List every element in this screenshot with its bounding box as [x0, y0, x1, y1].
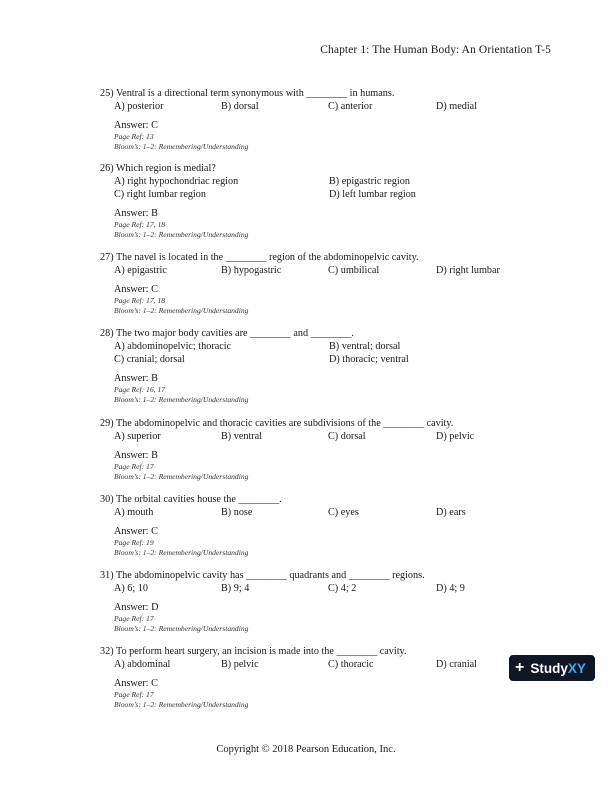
choice-d: D) ears: [436, 507, 466, 518]
choice-c: C) anterior: [328, 101, 373, 112]
choice-a: A) mouth: [114, 507, 154, 518]
choice-c: C) dorsal: [328, 431, 366, 442]
plus-icon: +: [515, 659, 525, 676]
question-text: 32) To perform heart surgery, an incision is made into the ________ cavity.: [100, 646, 407, 657]
answer: Answer: B: [114, 373, 158, 384]
blooms-level: Bloom’s: 1–2: Remembering/Understanding: [114, 700, 249, 709]
question-28: [100, 328, 554, 405]
blooms-level: Bloom’s: 1–2: Remembering/Understanding: [114, 472, 249, 481]
page-ref: Page Ref: 17, 18: [114, 296, 166, 305]
question-25: [100, 88, 554, 152]
choice-c: C) eyes: [328, 507, 359, 518]
choice-c: C) cranial; dorsal: [114, 354, 185, 365]
choice-a: A) posterior: [114, 101, 164, 112]
question-26: [100, 163, 554, 240]
answer: Answer: B: [114, 208, 158, 219]
choice-b: B) ventral; dorsal: [329, 341, 401, 352]
choice-b: B) epigastric region: [329, 176, 410, 187]
choice-b: B) 9; 4: [221, 583, 250, 594]
question-32: [100, 646, 554, 710]
answer: Answer: C: [114, 120, 158, 131]
choice-d: D) left lumbar region: [329, 189, 416, 200]
choice-b: B) nose: [221, 507, 253, 518]
choice-d: D) pelvic: [436, 431, 475, 442]
blooms-level: Bloom’s: 1–2: Remembering/Understanding: [114, 548, 249, 557]
choice-a: A) abdominal: [114, 659, 171, 670]
choice-c: C) umbilical: [328, 265, 380, 276]
page-ref: Page Ref: 19: [114, 538, 154, 547]
page-ref: Page Ref: 16, 17: [114, 385, 166, 394]
choice-d: D) medial: [436, 101, 478, 112]
choice-d: D) 4; 9: [436, 583, 465, 594]
answer: Answer: C: [114, 284, 158, 295]
page-footer: Copyright © 2018 Pearson Education, Inc.: [216, 744, 396, 755]
choice-b: B) hypogastric: [221, 265, 282, 276]
studyxy-badge[interactable]: [509, 655, 595, 681]
page-ref: Page Ref: 17: [114, 614, 154, 623]
answer: Answer: D: [114, 602, 159, 613]
question-27: [100, 252, 554, 316]
choice-b: B) ventral: [221, 431, 263, 442]
question-29: [100, 418, 554, 482]
page-ref: Page Ref: 17: [114, 690, 154, 699]
choice-a: A) superior: [114, 431, 161, 442]
blooms-level: Bloom’s: 1–2: Remembering/Understanding: [114, 624, 249, 633]
choice-b: B) pelvic: [221, 659, 259, 670]
answer: Answer: C: [114, 678, 158, 689]
question-text: 25) Ventral is a directional term synonymous with ________ in humans.: [100, 88, 395, 99]
question-31: [100, 570, 554, 634]
question-text: 31) The abdominopelvic cavity has ________ quadrants and ________ regions.: [100, 570, 425, 581]
choice-b: B) dorsal: [221, 101, 259, 112]
question-text: 28) The two major body cavities are ________ and ________.: [100, 328, 354, 339]
page-ref: Page Ref: 13: [114, 132, 154, 141]
page-ref: Page Ref: 17, 18: [114, 220, 166, 229]
brand-accent: XY: [567, 660, 586, 676]
choice-a: A) right hypochondriac region: [114, 176, 239, 187]
question-text: 27) The navel is located in the ________ region of the abdominopelvic cavity.: [100, 252, 419, 263]
choice-a: A) 6; 10: [114, 583, 148, 594]
blooms-level: Bloom’s: 1–2: Remembering/Understanding: [114, 395, 249, 404]
choice-a: A) epigastric: [114, 265, 167, 276]
choice-a: A) abdominopelvic; thoracic: [114, 341, 232, 352]
brand-main: Study: [530, 660, 568, 676]
blooms-level: Bloom’s: 1–2: Remembering/Understanding: [114, 230, 249, 239]
answer: Answer: C: [114, 526, 158, 537]
page-header: Chapter 1: The Human Body: An Orientation T-5: [320, 44, 551, 56]
blooms-level: Bloom’s: 1–2: Remembering/Understanding: [114, 142, 249, 151]
answer: Answer: B: [114, 450, 158, 461]
choice-d: D) cranial: [436, 659, 478, 670]
question-text: 29) The abdominopelvic and thoracic cavities are subdivisions of the ________ cavity.: [100, 418, 454, 429]
question-text: 26) Which region is medial?: [100, 163, 216, 174]
choice-c: C) 4; 2: [328, 583, 357, 594]
page-ref: Page Ref: 17: [114, 462, 154, 471]
question-text: 30) The orbital cavities house the ________.: [100, 494, 282, 505]
question-30: [100, 494, 554, 558]
choice-d: D) thoracic; ventral: [329, 354, 409, 365]
blooms-level: Bloom’s: 1–2: Remembering/Understanding: [114, 306, 249, 315]
choice-d: D) right lumbar: [436, 265, 500, 276]
choice-c: C) right lumbar region: [114, 189, 206, 200]
choice-c: C) thoracic: [328, 659, 374, 670]
